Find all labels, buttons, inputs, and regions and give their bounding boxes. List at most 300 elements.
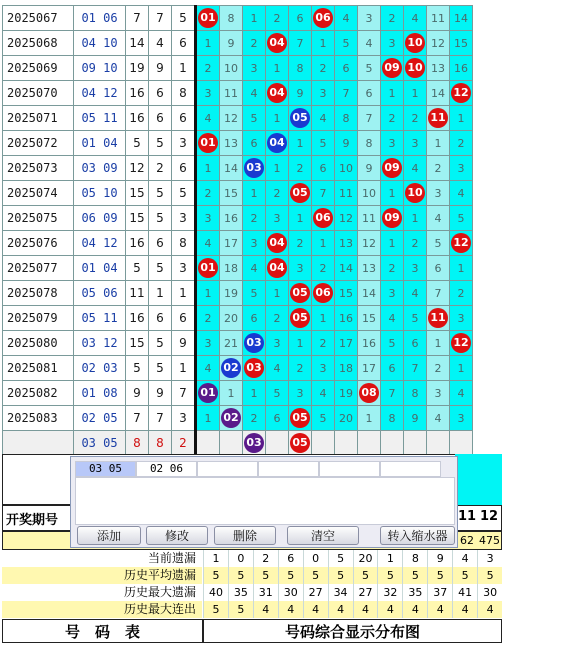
distribution-cell: 2 — [312, 256, 335, 281]
distribution-cell: 15 — [335, 281, 358, 306]
distribution-cell: 4 — [404, 6, 427, 31]
distribution-cell: 14 — [358, 281, 381, 306]
distribution-cell: 1 — [266, 106, 289, 131]
distribution-cell: 5 — [358, 56, 381, 81]
stat-value: 7 — [149, 406, 172, 431]
distribution-cell: 2 — [427, 156, 450, 181]
stat-value: 5 — [149, 181, 172, 206]
number-ball: 10 — [405, 58, 425, 78]
distribution-cell: 3 — [358, 6, 381, 31]
tab-selection-2[interactable]: 02 06 — [136, 461, 197, 477]
distribution-cell: 2 — [196, 56, 220, 81]
period-cell: 2025077 — [3, 256, 74, 281]
stat-cell: 5 — [203, 567, 228, 584]
table-row — [3, 356, 473, 381]
number-pair: 04 12 — [74, 231, 126, 256]
distribution-cell: 1 — [266, 56, 289, 81]
distribution-cell — [404, 181, 427, 206]
distribution-cell: 1 — [358, 406, 381, 431]
stat-value: 6 — [172, 31, 196, 56]
distribution-cell — [289, 181, 312, 206]
distribution-cell — [450, 81, 473, 106]
stat-cell: 8 — [402, 550, 427, 567]
distribution-cell: 2 — [266, 306, 289, 331]
distribution-cell: 6 — [243, 306, 266, 331]
stat-cell: 4 — [402, 601, 427, 618]
distribution-cell — [289, 431, 312, 456]
stat-value: 16 — [126, 231, 149, 256]
distribution-cell: 6 — [312, 156, 335, 181]
distribution-cell — [266, 231, 289, 256]
stat-value: 5 — [149, 206, 172, 231]
table-row — [3, 31, 473, 56]
distribution-cell: 4 — [427, 206, 450, 231]
distribution-cell: 8 — [220, 6, 243, 31]
stat-cell: 3 — [477, 550, 502, 567]
number-ball: 05 — [290, 183, 310, 203]
distribution-cell: 6 — [335, 56, 358, 81]
distribution-cell — [335, 431, 358, 456]
stat-cell: 41 — [452, 584, 477, 601]
distribution-cell: 4 — [381, 306, 404, 331]
number-ball: 04 — [267, 233, 287, 253]
stat-value: 5 — [126, 356, 149, 381]
distribution-cell: 2 — [266, 181, 289, 206]
delete-button[interactable]: 删除 — [214, 526, 276, 545]
period-cell: 2025070 — [3, 81, 74, 106]
distribution-cell: 9 — [358, 156, 381, 181]
distribution-cell — [289, 281, 312, 306]
distribution-cell: 7 — [312, 181, 335, 206]
distribution-cell: 4 — [312, 381, 335, 406]
distribution-cell: 8 — [404, 381, 427, 406]
number-ball: 03 — [244, 358, 264, 378]
stat-value: 9 — [126, 381, 149, 406]
stat-cell: 5 — [328, 550, 353, 567]
distribution-cell: 19 — [220, 281, 243, 306]
distribution-cell: 15 — [358, 306, 381, 331]
number-ball: 09 — [382, 58, 402, 78]
table-row — [3, 206, 473, 231]
distribution-cell: 6 — [381, 356, 404, 381]
stat-value: 15 — [126, 206, 149, 231]
distribution-cell: 3 — [450, 406, 473, 431]
stat-value: 5 — [149, 256, 172, 281]
distribution-cell — [196, 381, 220, 406]
distribution-cell: 6 — [358, 81, 381, 106]
distribution-cell: 3 — [450, 156, 473, 181]
col-12-value: 475 — [479, 534, 500, 547]
distribution-cell: 2 — [404, 231, 427, 256]
stat-cell: 4 — [303, 601, 328, 618]
number-ball: 03 — [244, 333, 264, 353]
distribution-cell: 1 — [196, 156, 220, 181]
table-row — [3, 406, 473, 431]
distribution-cell: 2 — [312, 56, 335, 81]
stat-value: 15 — [126, 331, 149, 356]
shrink-button[interactable]: 转入缩水器 — [380, 526, 455, 545]
stat-value: 5 — [149, 331, 172, 356]
distribution-cell: 2 — [427, 356, 450, 381]
stat-value: 1 — [149, 281, 172, 306]
number-ball: 03 — [244, 158, 264, 178]
stat-cell: 5 — [253, 567, 278, 584]
distribution-cell — [404, 431, 427, 456]
stat-value: 7 — [172, 381, 196, 406]
distribution-cell: 1 — [427, 131, 450, 156]
panel-buttons — [77, 526, 455, 546]
stat-cell: 37 — [427, 584, 452, 601]
period-cell: 2025072 — [3, 131, 74, 156]
number-pair: 01 06 — [74, 6, 126, 31]
distribution-cell: 4 — [427, 406, 450, 431]
number-pair: 01 04 — [74, 131, 126, 156]
distribution-cell: 4 — [312, 106, 335, 131]
number-pair: 03 12 — [74, 331, 126, 356]
stat-cell: 5 — [328, 567, 353, 584]
distribution-cell: 13 — [358, 256, 381, 281]
distribution-cell — [220, 431, 243, 456]
distribution-cell: 3 — [312, 356, 335, 381]
stat-cell: 4 — [353, 601, 378, 618]
distribution-cell: 5 — [450, 206, 473, 231]
stat-cell: 5 — [353, 567, 378, 584]
stat-cell: 30 — [477, 584, 502, 601]
distribution-cell: 10 — [220, 56, 243, 81]
edit-button[interactable]: 修改 — [146, 526, 208, 545]
distribution-cell: 1 — [243, 381, 266, 406]
number-ball: 12 — [451, 233, 471, 253]
distribution-cell: 3 — [381, 131, 404, 156]
number-ball: 01 — [198, 383, 218, 403]
period-cell: 2025073 — [3, 156, 74, 181]
distribution-cell: 12 — [220, 106, 243, 131]
max-consecutive-row — [203, 601, 502, 618]
stat-value: 19 — [126, 56, 149, 81]
distribution-cell: 3 — [243, 56, 266, 81]
stat-cell: 40 — [203, 584, 228, 601]
distribution-cell — [220, 406, 243, 431]
stat-cell: 0 — [228, 550, 253, 567]
distribution-cell — [266, 81, 289, 106]
table-row — [3, 131, 473, 156]
distribution-cell: 14 — [335, 256, 358, 281]
stat-value: 5 — [172, 181, 196, 206]
distribution-cell: 12 — [358, 231, 381, 256]
number-pair: 03 09 — [74, 156, 126, 181]
stat-value: 7 — [149, 6, 172, 31]
col-11-value: 62 — [460, 534, 474, 547]
distribution-cell: 20 — [335, 406, 358, 431]
stat-cell: 5 — [377, 567, 402, 584]
stat-cell: 5 — [203, 601, 228, 618]
distribution-cell: 3 — [266, 206, 289, 231]
stat-cell: 5 — [402, 567, 427, 584]
stat-value: 8 — [126, 431, 149, 456]
number-ball: 02 — [221, 408, 241, 428]
number-ball: 09 — [382, 208, 402, 228]
number-ball: 06 — [313, 283, 333, 303]
period-cell: 2025083 — [3, 406, 74, 431]
stat-value: 6 — [172, 156, 196, 181]
distribution-chart-title: 号码综合显示分布图 — [203, 619, 502, 643]
distribution-cell: 3 — [196, 81, 220, 106]
distribution-cell: 6 — [427, 256, 450, 281]
distribution-cell — [427, 431, 450, 456]
number-ball: 08 — [359, 383, 379, 403]
distribution-cell: 4 — [404, 156, 427, 181]
distribution-cell: 2 — [289, 231, 312, 256]
distribution-cell — [243, 331, 266, 356]
number-ball: 02 — [221, 358, 241, 378]
number-ball: 01 — [198, 133, 218, 153]
period-cell: 2025075 — [3, 206, 74, 231]
distribution-cell: 2 — [404, 106, 427, 131]
distribution-cell: 4 — [266, 356, 289, 381]
stat-cell: 4 — [427, 601, 452, 618]
stat-value: 9 — [172, 331, 196, 356]
distribution-cell: 1 — [450, 256, 473, 281]
distribution-cell: 11 — [358, 206, 381, 231]
distribution-cell: 3 — [289, 256, 312, 281]
distribution-cell — [196, 256, 220, 281]
number-pair: 01 04 — [74, 256, 126, 281]
tab-empty-5[interactable] — [319, 461, 380, 477]
distribution-cell: 1 — [243, 181, 266, 206]
cyan-strip — [455, 454, 502, 505]
period-cell: 2025076 — [3, 231, 74, 256]
number-ball: 05 — [290, 283, 310, 303]
distribution-cell: 14 — [427, 81, 450, 106]
stat-value: 6 — [149, 306, 172, 331]
distribution-cell — [381, 156, 404, 181]
stat-cell: 4 — [278, 601, 303, 618]
selection-list[interactable] — [75, 477, 455, 525]
distribution-cell: 1 — [196, 281, 220, 306]
table-row — [3, 331, 473, 356]
stat-value: 5 — [172, 6, 196, 31]
add-button[interactable]: 添加 — [77, 526, 141, 545]
tab-empty-6[interactable] — [380, 461, 441, 477]
distribution-cell: 3 — [196, 331, 220, 356]
distribution-cell: 18 — [335, 356, 358, 381]
stat-cell: 5 — [452, 567, 477, 584]
distribution-cell: 4 — [196, 356, 220, 381]
distribution-cell: 1 — [266, 156, 289, 181]
distribution-cell: 5 — [266, 381, 289, 406]
distribution-cell: 4 — [404, 281, 427, 306]
distribution-cell — [358, 431, 381, 456]
distribution-cell — [266, 31, 289, 56]
distribution-cell: 4 — [450, 381, 473, 406]
period-cell: 2025069 — [3, 56, 74, 81]
stat-cell: 5 — [427, 567, 452, 584]
stat-cell: 27 — [353, 584, 378, 601]
tab-empty-4[interactable] — [258, 461, 319, 477]
distribution-cell: 16 — [358, 331, 381, 356]
number-pair: 01 08 — [74, 381, 126, 406]
stat-value: 11 — [126, 281, 149, 306]
stat-cell: 5 — [228, 601, 253, 618]
stat-value: 6 — [149, 231, 172, 256]
distribution-cell: 5 — [243, 281, 266, 306]
stat-cell: 5 — [228, 567, 253, 584]
selection-tabs — [75, 461, 441, 477]
number-ball: 01 — [198, 8, 218, 28]
distribution-cell: 2 — [196, 306, 220, 331]
distribution-cell: 15 — [450, 31, 473, 56]
clear-button[interactable]: 清空 — [287, 526, 359, 545]
distribution-cell: 6 — [266, 406, 289, 431]
stat-cell: 0 — [303, 550, 328, 567]
stat-value: 16 — [126, 106, 149, 131]
distribution-cell — [196, 131, 220, 156]
distribution-cell: 12 — [427, 31, 450, 56]
distribution-cell: 9 — [220, 31, 243, 56]
number-ball: 06 — [313, 8, 333, 28]
stat-cell: 6 — [278, 550, 303, 567]
table-row — [3, 181, 473, 206]
number-pair: 04 10 — [74, 31, 126, 56]
table-row — [3, 6, 473, 31]
period-cell: 2025082 — [3, 381, 74, 406]
distribution-cell: 14 — [220, 156, 243, 181]
table-row — [3, 381, 473, 406]
distribution-cell: 1 — [312, 306, 335, 331]
number-ball: 12 — [451, 83, 471, 103]
stat-cell: 20 — [353, 550, 378, 567]
number-ball: 05 — [290, 108, 310, 128]
period-cell: 2025067 — [3, 6, 74, 31]
distribution-cell: 1 — [289, 131, 312, 156]
tab-empty-3[interactable] — [197, 461, 258, 477]
avg-miss-row — [203, 567, 502, 584]
stat-value: 9 — [149, 56, 172, 81]
distribution-cell: 21 — [220, 331, 243, 356]
number-ball: 04 — [267, 133, 287, 153]
distribution-cell: 7 — [427, 281, 450, 306]
stat-value: 5 — [149, 356, 172, 381]
distribution-cell: 5 — [335, 31, 358, 56]
stat-value: 5 — [126, 131, 149, 156]
distribution-cell — [312, 206, 335, 231]
distribution-cell: 1 — [289, 206, 312, 231]
distribution-cell — [289, 306, 312, 331]
stat-value: 9 — [149, 381, 172, 406]
distribution-cell: 3 — [427, 381, 450, 406]
distribution-cell: 2 — [312, 331, 335, 356]
distribution-cell: 7 — [358, 106, 381, 131]
col-12-header: 12 — [480, 509, 499, 524]
stat-value: 15 — [126, 181, 149, 206]
tab-selection-1[interactable]: 03 05 — [75, 461, 136, 477]
distribution-cell: 3 — [427, 181, 450, 206]
distribution-cell — [266, 131, 289, 156]
distribution-cell: 8 — [381, 406, 404, 431]
number-ball: 11 — [428, 108, 448, 128]
distribution-cell — [381, 431, 404, 456]
distribution-cell: 5 — [427, 231, 450, 256]
stat-value: 2 — [172, 431, 196, 456]
stat-value: 5 — [149, 131, 172, 156]
distribution-cell: 8 — [335, 106, 358, 131]
number-table-title: 号 码 表 — [2, 619, 203, 643]
stat-cell: 34 — [328, 584, 353, 601]
stat-cell: 5 — [477, 567, 502, 584]
period-cell: 2025080 — [3, 331, 74, 356]
distribution-cell: 17 — [335, 331, 358, 356]
stat-value: 1 — [172, 356, 196, 381]
distribution-cell: 1 — [266, 281, 289, 306]
distribution-cell: 7 — [335, 81, 358, 106]
distribution-cell: 5 — [312, 406, 335, 431]
stat-value: 8 — [149, 431, 172, 456]
distribution-cell: 4 — [196, 106, 220, 131]
distribution-cell: 9 — [335, 131, 358, 156]
number-ball: 04 — [267, 33, 287, 53]
distribution-cell: 13 — [220, 131, 243, 156]
distribution-cell: 1 — [312, 31, 335, 56]
distribution-cell — [220, 356, 243, 381]
stat-value: 8 — [172, 81, 196, 106]
distribution-cell: 9 — [289, 81, 312, 106]
stat-cell: 2 — [253, 550, 278, 567]
distribution-cell: 17 — [220, 231, 243, 256]
distribution-cell — [266, 256, 289, 281]
stat-cell: 4 — [452, 550, 477, 567]
distribution-cell: 2 — [381, 256, 404, 281]
distribution-cell: 11 — [335, 181, 358, 206]
distribution-cell: 7 — [289, 31, 312, 56]
stat-cell: 5 — [278, 567, 303, 584]
stat-cell: 35 — [402, 584, 427, 601]
number-ball: 01 — [198, 258, 218, 278]
stat-value: 3 — [172, 256, 196, 281]
max-miss-row — [203, 584, 502, 601]
stat-cell: 1 — [377, 550, 402, 567]
distribution-cell: 1 — [289, 331, 312, 356]
distribution-cell: 1 — [312, 231, 335, 256]
stat-value: 16 — [126, 306, 149, 331]
distribution-cell — [427, 106, 450, 131]
table-row — [3, 281, 473, 306]
distribution-cell: 4 — [335, 6, 358, 31]
number-distribution-grid — [2, 5, 473, 456]
number-pair: 09 10 — [74, 56, 126, 81]
stat-value: 1 — [172, 281, 196, 306]
stat-cell: 4 — [477, 601, 502, 618]
number-ball: 04 — [267, 258, 287, 278]
distribution-cell: 1 — [450, 356, 473, 381]
distribution-cell — [266, 431, 289, 456]
stat-value: 16 — [126, 81, 149, 106]
distribution-cell — [381, 206, 404, 231]
distribution-cell — [289, 406, 312, 431]
distribution-cell: 1 — [243, 6, 266, 31]
max-miss-label: 历史最大遗漏 — [2, 584, 202, 601]
number-ball: 03 — [244, 433, 264, 453]
distribution-cell: 10 — [358, 181, 381, 206]
period-cell: 2025068 — [3, 31, 74, 56]
distribution-cell: 5 — [404, 306, 427, 331]
distribution-cell — [450, 331, 473, 356]
stat-value: 3 — [172, 206, 196, 231]
distribution-cell: 4 — [243, 81, 266, 106]
distribution-cell: 2 — [450, 281, 473, 306]
distribution-cell — [450, 231, 473, 256]
stat-cell: 32 — [377, 584, 402, 601]
distribution-cell: 6 — [404, 331, 427, 356]
